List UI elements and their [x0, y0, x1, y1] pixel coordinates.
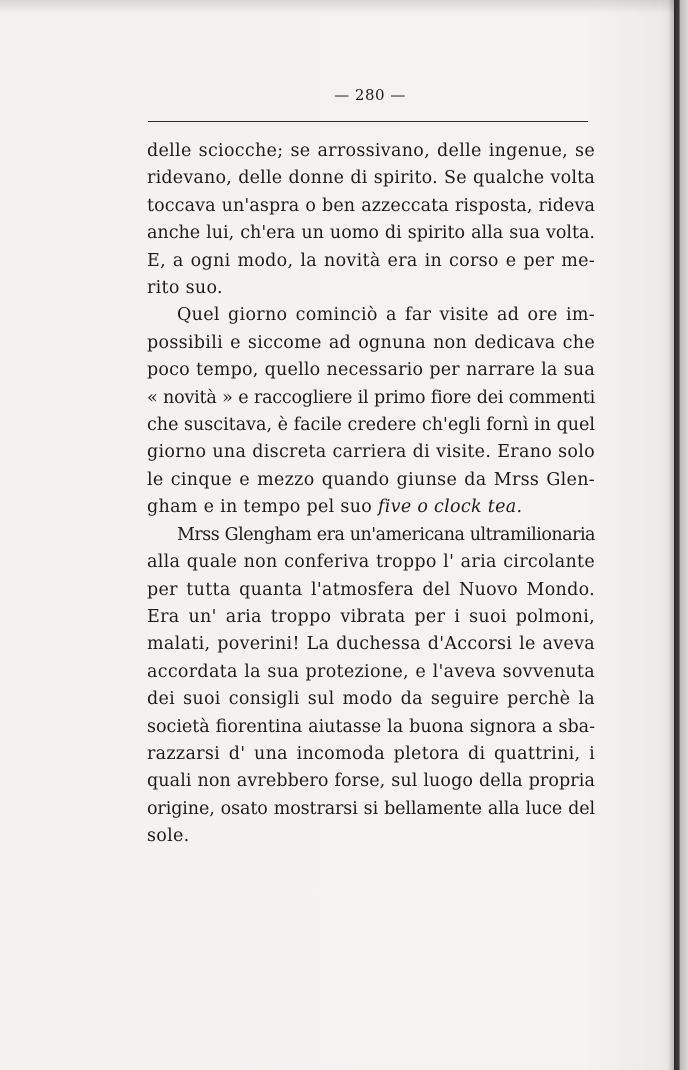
text-line: toccava un'aspra o ben azzeccata risposta, rideva [147, 195, 595, 216]
text-line: Quel giorno cominciò a far visite ad ore im- [177, 305, 595, 326]
text-line-start: gham e in tempo pel suo [147, 497, 378, 518]
text-line: che suscitava, è facile credere ch'egli fornì in quel [147, 415, 595, 436]
text-line: « novità » e raccogliere il primo fiore dei commenti [147, 387, 595, 408]
text-line: origine, osato mostrarsi si bellamente alla luce del [147, 798, 595, 819]
text-line: delle sciocche; se arrossivano, delle ingenue, se [147, 141, 595, 161]
text-line: ridevano, delle donne di spirito. Se qualche volta [147, 168, 595, 189]
text-line: per tutta quanta l'atmosfera del Nuovo Mondo. [147, 579, 595, 600]
book-binding-edge [674, 0, 688, 1070]
text-line: anche lui, ch'era un uomo di spirito alla sua volta. [147, 223, 595, 244]
text-line: possibili e siccome ad ognuna non dedicava che [147, 332, 595, 353]
text-line: razzarsi d' una incomoda pletora di quattrini, i [147, 743, 595, 764]
paragraph-2 [147, 302, 595, 521]
body-text [147, 138, 595, 851]
paragraph-3 [147, 522, 595, 851]
text-line: accordata la sua protezione, e l'aveva sovvenuta [147, 661, 595, 682]
paragraph-1 [147, 138, 595, 302]
text-line: quali non avrebbero forse, sul luogo della propria [147, 771, 595, 792]
text-line: Era un' aria troppo vibrata per i suoi polmoni, [147, 606, 595, 627]
text-line: dei suoi consigli sul modo da seguire perchè la [147, 689, 595, 710]
text-line: rito suo. [147, 278, 223, 299]
text-line: alla quale non conferiva troppo l' aria circolante [147, 552, 595, 573]
text-line: Mrss Glengham era un'americana ultramilionaria [177, 524, 595, 545]
text-line: poco tempo, quello necessario per narrare la sua [147, 360, 595, 381]
text-line: le cinque e mezzo quando giunse da Mrss Glen- [147, 469, 595, 490]
page-number: — 280 — [334, 86, 406, 104]
text-line: E, a ogni modo, la novità era in corso e per me- [147, 250, 595, 271]
header-rule [148, 121, 588, 122]
italic-phrase: five o clock tea. [377, 497, 523, 518]
text-line: società fiorentina aiutasse la buona signora a sba- [147, 716, 595, 737]
scan-top-shading [0, 0, 688, 14]
text-line: malati, poverini! La duchessa d'Accorsi le aveva [147, 634, 595, 655]
text-line: giorno una discreta carriera di visite. Erano solo [147, 442, 595, 463]
text-line: sole. [147, 826, 190, 847]
text-line-with-italic [147, 494, 595, 521]
